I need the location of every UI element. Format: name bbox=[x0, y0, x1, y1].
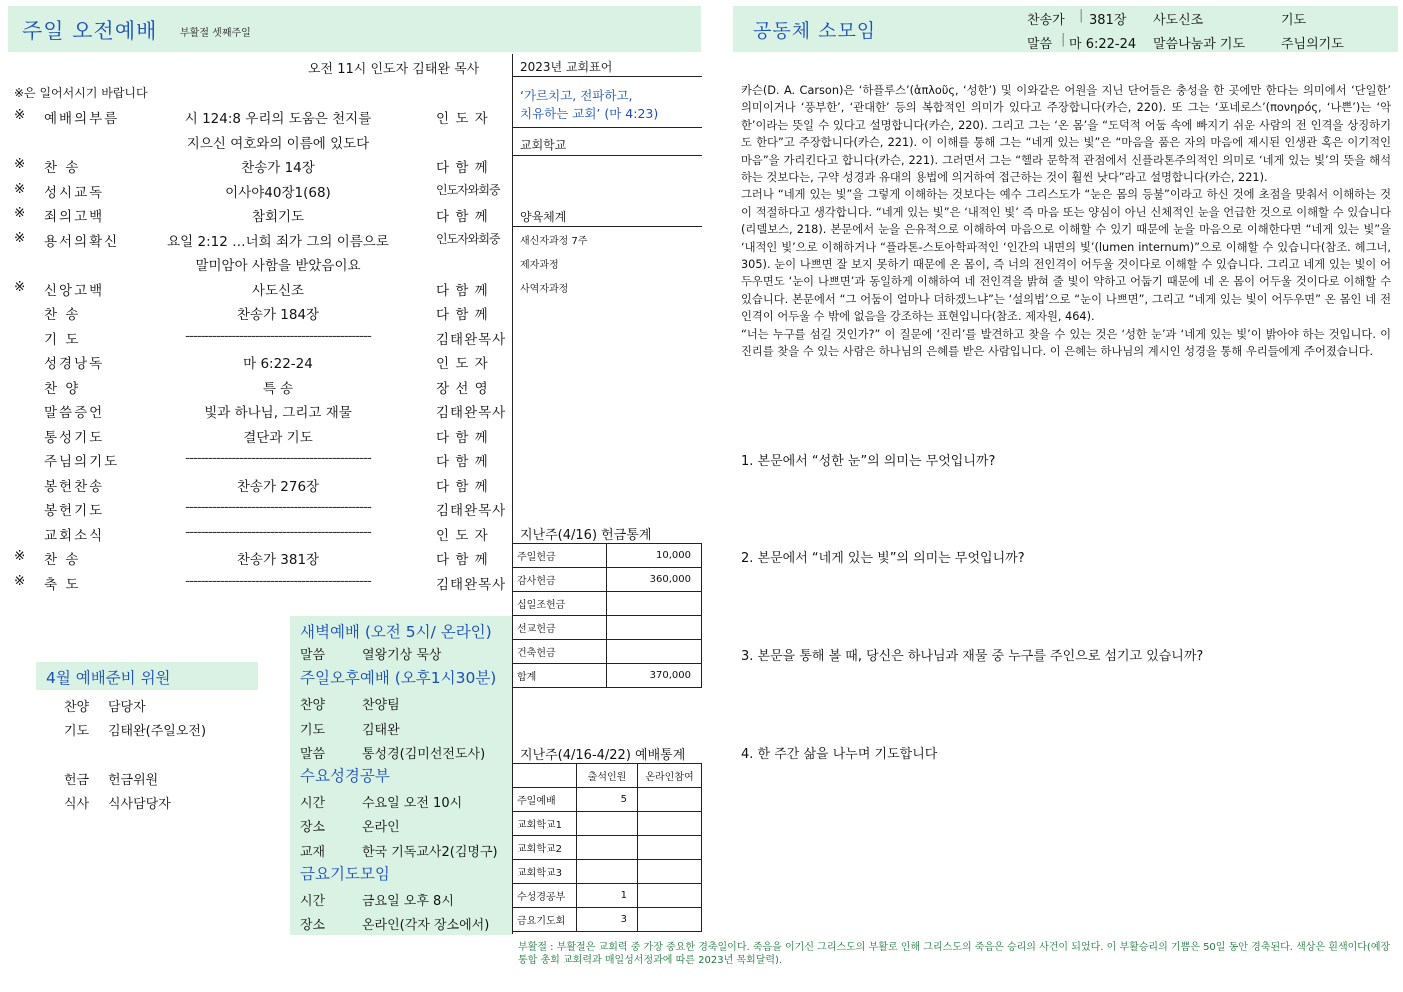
service-time-leader: 오전 11시 인도자 김태완 목사 bbox=[308, 62, 480, 77]
attendance-count: 1 bbox=[577, 884, 638, 908]
order-item-leader: 다 함 께 bbox=[436, 552, 489, 568]
order-item-content: 찬송가 184장 bbox=[236, 307, 320, 323]
group-hymn-label: 찬송가 bbox=[1027, 13, 1065, 28]
article-paragraph: 카슨(D. A. Carson)은 ‘하플루스’(ἁπλοῦς, ‘성한’) 및 이와같은 어원을 지닌 단어들은 충성을 한 곳에만 한다는 의미에서 ‘단일한’ 의미이거나 ‘풍부한’, ‘관대한’ 등의 복합적인 의미가 있다고 주장합니다(카슨, 220). 또 그는 ‘포네로스’(πονηρός, ‘나쁜’)는 ‘악한’이라는 뜻일 수 있다고 설명합니다(카슨, 220). 그리고 그는 ‘온 몸’을 “도덕적 어둠 속에 빠지기 쉬운 사람의 전 인격을 상징하기도 한다”고 주장합니다(카슨, 221). 이 이해를 통해 그는 “네게 있는 빛”은 “마음을 품은 자의 마음에 제시된 인생관 혹은 이기적인 마음”을 가리킨다고 합니다(카슨, 221). 그러면서 그는 “헬라 문학적 관점에서 신플라톤주의적인 의미로 ‘네게 있는 빛’의 뜻을 해석하는 것보다는, 구약 성경과 유대의 용법에 의거하여 접근하는 것이 훨씬 낫다”라고 설명합니다(카슨, 221). bbox=[741, 84, 1391, 185]
attendance-row bbox=[513, 884, 702, 908]
offering-label: 합계 bbox=[513, 664, 607, 688]
motto-top-line bbox=[512, 76, 702, 77]
divider-mark: | bbox=[1079, 8, 1084, 23]
offering-value: 370,000 bbox=[607, 664, 702, 688]
divider-line bbox=[512, 226, 702, 227]
attendance-row bbox=[513, 836, 702, 860]
attendance-label: 수성경공부 bbox=[513, 884, 577, 908]
attendance-header-row bbox=[513, 764, 702, 788]
group-sharing: 말씀나눔과 기도 bbox=[1153, 37, 1246, 52]
offering-row bbox=[513, 544, 702, 568]
offering-row bbox=[513, 592, 702, 616]
online-count bbox=[638, 860, 702, 884]
dawn-value: 열왕기상 묵상 bbox=[362, 648, 442, 663]
group-title-bar bbox=[733, 6, 1398, 52]
standing-mark: ※ bbox=[14, 205, 26, 221]
offering-label: 선교헌금 bbox=[513, 616, 607, 640]
order-item-leader: 다 함 께 bbox=[436, 209, 489, 225]
motto-line-1: ‘가르치고, 전파하고, bbox=[520, 88, 633, 103]
order-item-content: ------------------------------------------------ bbox=[185, 327, 371, 344]
attendance-row bbox=[513, 812, 702, 836]
order-item-leader: 인도자와회중 bbox=[436, 182, 500, 197]
order-item-name: 봉헌기도 bbox=[44, 503, 105, 519]
order-item-content: 말미암아 사함을 받았음이요 bbox=[195, 258, 361, 274]
order-item-name: 기 도 bbox=[44, 331, 81, 348]
order-item-name: 성시교독 bbox=[44, 184, 105, 201]
prep-label: 기도 bbox=[64, 724, 90, 739]
prep-value: 식사담당자 bbox=[108, 797, 171, 812]
service-order-row bbox=[8, 545, 508, 569]
service-order-row bbox=[8, 570, 508, 594]
standing-mark: ※ bbox=[14, 180, 26, 197]
order-item-leader: 김태완목사 bbox=[436, 405, 507, 421]
offering-value bbox=[607, 592, 702, 616]
service-order-row bbox=[8, 325, 508, 349]
service-order-row bbox=[8, 227, 508, 251]
attendance-label: 교회학교3 bbox=[513, 860, 577, 884]
offering-title: 지난주(4/16) 헌금통계 bbox=[520, 528, 652, 543]
service-order-row bbox=[8, 276, 508, 300]
wednesday-value: 온라인 bbox=[362, 820, 400, 835]
offering-value: 360,000 bbox=[607, 568, 702, 592]
service-order-row bbox=[8, 496, 508, 520]
order-item-leader: 인도자와회중 bbox=[436, 231, 500, 246]
afternoon-value: 김태완 bbox=[362, 723, 400, 738]
order-item-content: ------------------------------------------------ bbox=[185, 572, 371, 589]
order-item-leader: 김태완목사 bbox=[436, 503, 507, 519]
order-item-name: 찬 송 bbox=[44, 160, 81, 176]
group-scripture: 마 6:22-24 bbox=[1069, 37, 1137, 52]
afternoon-title: 주일오후예배 (오후1시30분) bbox=[300, 669, 497, 687]
standing-mark: ※ bbox=[14, 572, 26, 589]
attendance-count bbox=[577, 860, 638, 884]
order-item-content: ------------------------------------------------ bbox=[185, 450, 371, 466]
prep-label: 헌금 bbox=[64, 773, 90, 788]
service-order-row bbox=[8, 129, 508, 153]
afternoon-label: 기도 bbox=[300, 723, 326, 738]
order-item-name: 예배의부름 bbox=[44, 111, 120, 127]
stand-note: ※은 일어서시기 바랍니다 bbox=[14, 86, 148, 100]
service-order-row bbox=[8, 300, 508, 324]
afternoon-value: 통성경(김미선전도사) bbox=[362, 747, 486, 762]
order-item-content: ------------------------------------------------ bbox=[185, 499, 371, 515]
prep-title-bar bbox=[36, 662, 258, 690]
order-item-leader: 인 도 자 bbox=[436, 527, 489, 544]
order-item-content: 사도신조 bbox=[251, 282, 305, 299]
service-order-row bbox=[8, 398, 508, 422]
group-title: 공동체 소모임 bbox=[753, 20, 877, 42]
standing-mark: ※ bbox=[14, 229, 26, 246]
order-item-leader: 장 선 영 bbox=[436, 380, 489, 397]
order-item-content: 결단과 기도 bbox=[243, 429, 313, 446]
order-item-content: 특 송 bbox=[262, 380, 294, 397]
order-item-name: 말씀증언 bbox=[44, 405, 105, 421]
divider-line bbox=[512, 155, 702, 156]
offering-table bbox=[512, 543, 702, 688]
footnote-text: 부활절은 교회력 중 가장 중요한 경축일이다. 죽음을 이기신 그리스도의 부활로 인해 그리스도의 죽음은 승리의 사건이 되었다. 이 부활승리의 기쁨은 50일 동안 경축된다. 색상은 흰색이다(예장통합 총회 교회력과 매일성서정과에 따른 2023년 목회달력). bbox=[518, 942, 1391, 966]
order-item-content: 이사야40장1(68) bbox=[225, 184, 331, 201]
order-item-name: 죄의고백 bbox=[44, 209, 105, 225]
wednesday-label: 교재 bbox=[300, 845, 326, 860]
service-order-row bbox=[8, 104, 508, 128]
afternoon-label: 찬양 bbox=[300, 698, 326, 713]
order-item-content: 빛과 하나님, 그리고 재물 bbox=[204, 405, 352, 421]
order-item-content: 찬송가 14장 bbox=[241, 160, 315, 176]
afternoon-label: 말씀 bbox=[300, 747, 326, 762]
order-item-name: 봉헌찬송 bbox=[44, 478, 105, 495]
standing-mark: ※ bbox=[14, 278, 26, 295]
online-count bbox=[638, 884, 702, 908]
prep-value: 김태완(주일오전) bbox=[108, 724, 207, 739]
order-item-leader: 다 함 께 bbox=[436, 454, 489, 470]
motto-line-2: 치유하는 교회’ (마 4:23) bbox=[520, 106, 659, 121]
nurture-item: 사역자과정 bbox=[520, 284, 569, 295]
order-item-content: 찬송가 381장 bbox=[236, 552, 320, 568]
prep-value: 담당자 bbox=[108, 700, 146, 715]
order-item-name: 축 도 bbox=[44, 576, 81, 593]
nurture-item: 제자과정 bbox=[520, 260, 559, 271]
divider-line bbox=[512, 127, 702, 128]
service-subtitle: 부활절 셋째주일 bbox=[180, 28, 251, 39]
standing-mark: ※ bbox=[14, 548, 26, 564]
schedule-panel bbox=[290, 616, 512, 935]
service-order-row bbox=[8, 447, 508, 471]
online-count bbox=[638, 908, 702, 932]
standing-mark: ※ bbox=[14, 107, 26, 123]
online-count bbox=[638, 812, 702, 836]
group-hymn-number: 381장 bbox=[1089, 13, 1127, 28]
attendance-label: 금요기도회 bbox=[513, 908, 577, 932]
group-word-label: 말씀 bbox=[1027, 37, 1053, 52]
discussion-question: 1. 본문에서 “성한 눈”의 의미는 무엇입니까? bbox=[741, 454, 996, 469]
order-item-name: 통성기도 bbox=[44, 429, 105, 446]
service-order-row bbox=[8, 472, 508, 496]
order-item-name: 찬 송 bbox=[44, 307, 81, 323]
discussion-question: 2. 본문에서 “네게 있는 빛”의 의미는 무엇입니까? bbox=[741, 551, 1025, 566]
standing-mark: ※ bbox=[14, 156, 26, 172]
prep-label: 찬양 bbox=[64, 700, 90, 715]
nurture-item: 새신자과정 7주 bbox=[520, 236, 588, 247]
group-lords-prayer: 주님의기도 bbox=[1281, 37, 1344, 52]
service-order-row bbox=[8, 423, 508, 447]
offering-row bbox=[513, 568, 702, 592]
order-item-content: 참회기도 bbox=[251, 209, 305, 225]
order-item-leader: 인 도 자 bbox=[436, 111, 489, 127]
col-online: 온라인참여 bbox=[638, 764, 702, 788]
prep-title: 4월 예배준비 위원 bbox=[46, 669, 171, 687]
friday-label: 장소 bbox=[300, 918, 326, 933]
wednesday-label: 시간 bbox=[300, 796, 326, 811]
order-item-name: 용서의확신 bbox=[44, 233, 120, 250]
order-item-content: 시 124:8 우리의 도움은 천지를 bbox=[184, 111, 372, 127]
attendance-count: 5 bbox=[577, 788, 638, 812]
sermon-article bbox=[741, 82, 1391, 361]
group-prayer: 기도 bbox=[1281, 13, 1307, 28]
online-count bbox=[638, 788, 702, 812]
order-item-leader: 다 함 께 bbox=[436, 478, 489, 495]
wednesday-label: 장소 bbox=[300, 820, 326, 835]
attendance-row bbox=[513, 860, 702, 884]
easter-footnote bbox=[518, 941, 1394, 967]
offering-value bbox=[607, 640, 702, 664]
order-item-content: ------------------------------------------------ bbox=[185, 523, 371, 540]
col-attendance: 출석인원 bbox=[577, 764, 638, 788]
prep-label: 식사 bbox=[64, 797, 90, 812]
order-item-content: 지으신 여호와의 이름에 있도다 bbox=[186, 135, 370, 152]
offering-row bbox=[513, 640, 702, 664]
nurture-label: 양육체계 bbox=[520, 210, 567, 224]
order-item-leader: 다 함 께 bbox=[436, 282, 489, 299]
attendance-row bbox=[513, 908, 702, 932]
offering-value bbox=[607, 616, 702, 640]
order-item-content: 요일 2:12 …너희 죄가 그의 이름으로 bbox=[167, 233, 389, 250]
service-title: 주일 오전예배 bbox=[22, 19, 158, 43]
service-order-row bbox=[8, 251, 508, 275]
offering-label: 감사헌금 bbox=[513, 568, 607, 592]
article-paragraph: “너는 누구를 섬길 것인가?” 이 질문에 ‘진리’를 발견하고 찾을 수 있는 것은 ‘성한 눈’과 ‘네게 있는 빛’이 밝아야 하는 것입니다. 이 진리를 찾을 수 있는 사람은 하나님의 은혜를 받은 사람입니다. 이 은혜는 하나님의 계시인 성경을 통해 우리들에게 주어졌습니다. bbox=[741, 327, 1391, 359]
offering-label: 건축헌금 bbox=[513, 640, 607, 664]
wednesday-value: 수요일 오전 10시 bbox=[362, 796, 463, 811]
attendance-row bbox=[513, 788, 702, 812]
order-item-content: 마 6:22-24 bbox=[243, 356, 313, 372]
service-order-row bbox=[8, 178, 508, 202]
friday-label: 시간 bbox=[300, 894, 326, 909]
wednesday-value: 한국 기독교사2(김명구) bbox=[362, 845, 498, 860]
service-order-row bbox=[8, 521, 508, 545]
attendance-label: 교회학교1 bbox=[513, 812, 577, 836]
order-item-leader: 다 함 께 bbox=[436, 307, 489, 323]
order-item-name: 교회소식 bbox=[44, 527, 105, 544]
wednesday-title: 수요성경공부 bbox=[300, 767, 390, 785]
offering-label: 십일조헌금 bbox=[513, 592, 607, 616]
order-item-name: 성경낭독 bbox=[44, 356, 105, 372]
attendance-count: 3 bbox=[577, 908, 638, 932]
offering-value: 10,000 bbox=[607, 544, 702, 568]
service-title-bar bbox=[8, 6, 701, 52]
afternoon-value: 찬양팀 bbox=[362, 698, 400, 713]
dawn-title: 새벽예배 (오전 5시/ 온라인) bbox=[300, 623, 492, 641]
service-order-row bbox=[8, 202, 508, 226]
service-order-row bbox=[8, 374, 508, 398]
order-item-leader: 김태완목사 bbox=[436, 331, 507, 348]
order-item-leader: 인 도 자 bbox=[436, 356, 489, 372]
order-item-name: 찬 송 bbox=[44, 552, 81, 568]
order-item-leader: 다 함 께 bbox=[436, 429, 489, 446]
article-paragraph: 그러나 “네게 있는 빛”을 그렇게 이해하는 것보다는 예수 그리스도가 “눈은 몸의 등불”이라고 하신 것에 초점을 맞춰서 이해하는 것이 적절하다고 생각합니다. “네게 있는 빛”은 ‘내적인 빛’ 즉 마음 또는 양심이 아닌 신체적인 눈을 언급한 것으로 이해할 수 있습니다(리델보스, 218). 본문에서 눈을 은유적으로 이해하여 마음으로 이해할 수 있기 때문에 눈을 마음으로 이해한다면 “네게 있는 빛”을 ‘내적인 빛’으로 이해하거나 “플라톤-스토아학파적인 ‘인간의 내면의 빛’(lumen internum)”으로 이해할 수 있습니다(참조. 헤그너, 305). 눈이 나쁘면 잘 보지 못하기 때문에 온 몸이, 즉 너의 전인격이 어두울 것이다로 이해할 수 있습니다. 그리고 네게 있는 빛이 어두우면도 ‘눈이 나쁘면’과 동일하게 이해하여 네 전인격을 밝혀 줄 빛이 약하고 어둡기 때문에 네 온 몸이 어두울 것이다로 이해할 수 있습니다. 본문에서 “그 어둠이 얼마나 더하겠느냐”는 ‘설의법’으로 “눈이 나쁘면”, 그리고 “네게 있는 빛이 어두우면” 온 몸인 네 전인격이 어두울 수 밖에 없음을 강조하는 표현입니다(참조. 제자원, 464). bbox=[741, 188, 1391, 324]
school-label: 교회학교 bbox=[520, 138, 567, 152]
friday-value: 금요일 오후 8시 bbox=[362, 894, 454, 909]
service-order-row bbox=[8, 349, 508, 373]
attendance-count bbox=[577, 812, 638, 836]
attendance-table bbox=[512, 763, 702, 932]
footnote-label: 부활절 : bbox=[518, 942, 554, 953]
attendance-count bbox=[577, 836, 638, 860]
attendance-label: 교회학교2 bbox=[513, 836, 577, 860]
offering-row bbox=[513, 664, 702, 688]
order-item-content: 찬송가 276장 bbox=[236, 478, 320, 495]
offering-label: 주일헌금 bbox=[513, 544, 607, 568]
offering-row bbox=[513, 616, 702, 640]
friday-title: 금요기도모임 bbox=[300, 865, 390, 883]
group-creed: 사도신조 bbox=[1153, 13, 1204, 28]
attendance-label: 주일예배 bbox=[513, 788, 577, 812]
attendance-title: 지난주(4/16-4/22) 예배통계 bbox=[520, 748, 686, 763]
order-item-name: 주님의기도 bbox=[44, 454, 120, 470]
dawn-label: 말씀 bbox=[300, 648, 326, 663]
order-item-name: 신앙고백 bbox=[44, 282, 105, 299]
discussion-question: 3. 본문을 통해 볼 때, 당신은 하나님과 재물 중 누구를 주인으로 섬기고 있습니까? bbox=[741, 649, 1204, 664]
order-item-name: 찬 양 bbox=[44, 380, 81, 397]
service-order-row bbox=[8, 153, 508, 177]
online-count bbox=[638, 836, 702, 860]
prep-value: 헌금위원 bbox=[108, 773, 159, 788]
friday-value: 온라인(각자 장소에서) bbox=[362, 918, 490, 933]
blank-cell bbox=[513, 764, 577, 788]
discussion-question: 4. 한 주간 삶을 나누며 기도합니다 bbox=[741, 747, 938, 762]
year-motto-label: 2023년 교회표어 bbox=[520, 60, 613, 74]
divider-mark: | bbox=[1061, 32, 1066, 47]
order-item-leader: 김태완목사 bbox=[436, 576, 507, 593]
order-item-leader: 다 함 께 bbox=[436, 160, 489, 176]
